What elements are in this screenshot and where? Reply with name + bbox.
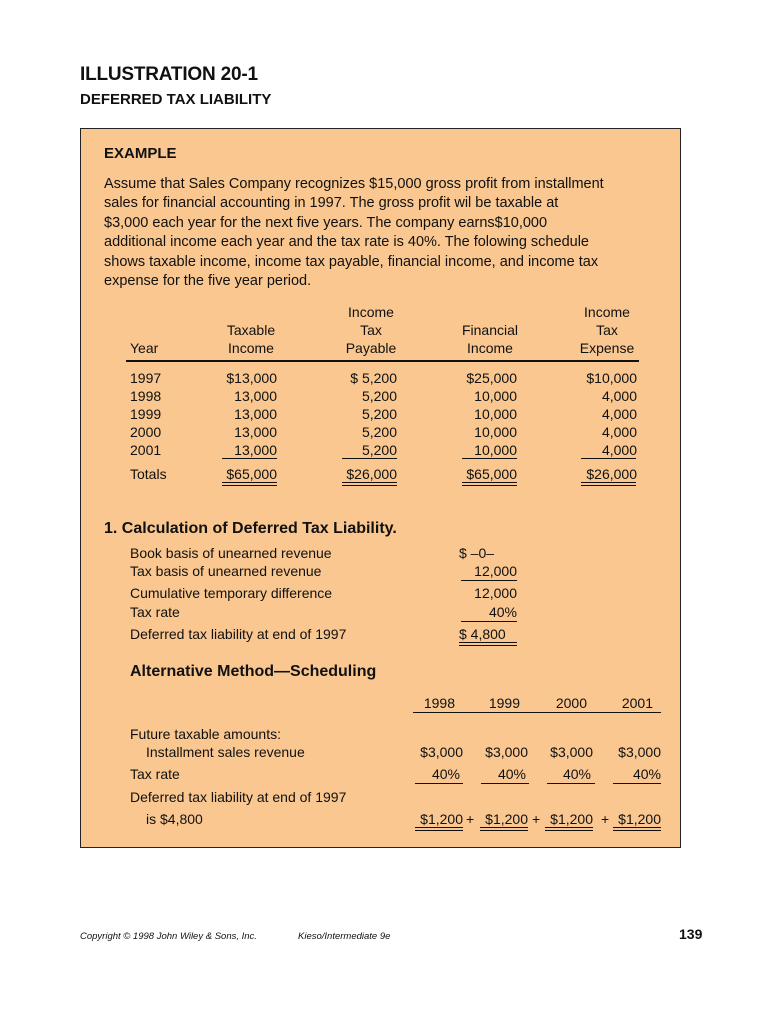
alt-rate-label: Tax rate — [130, 766, 180, 782]
alt-installment-label: Installment sales revenue — [146, 744, 305, 760]
alternative-heading: Alternative Method—Scheduling — [130, 663, 377, 680]
row-financial: $25,000 — [466, 370, 517, 386]
alt-dtl-double-rule — [613, 830, 661, 831]
header-financial: Income — [467, 340, 513, 356]
total-expense: $26,000 — [586, 466, 637, 482]
double-rule — [222, 482, 277, 483]
double-rule — [222, 485, 277, 486]
row-year: 2000 — [130, 424, 162, 440]
double-rule — [462, 485, 517, 486]
alt-dtl-value: $1,200 — [618, 811, 661, 827]
alt-dtl-label: is $4,800 — [146, 811, 203, 827]
alt-dtl-double-rule — [415, 830, 463, 831]
footer-book: Kieso/Intermediate 9e — [298, 931, 391, 942]
alt-installment-value: $3,000 — [485, 744, 528, 760]
calc-double-rule — [459, 642, 517, 643]
calc-label: Book basis of unearned revenue — [130, 545, 332, 561]
total-taxable: $65,000 — [226, 466, 277, 482]
alt-year: 2001 — [621, 695, 653, 711]
row-taxable: 13,000 — [234, 442, 277, 458]
double-rule — [462, 482, 517, 483]
alt-rate-rule — [613, 783, 661, 784]
row-payable: $ 5,200 — [350, 370, 397, 386]
illustration-subtitle: DEFERRED TAX LIABILITY — [80, 91, 272, 108]
header-expense: Expense — [579, 340, 635, 356]
alt-rate-value: 40% — [497, 766, 526, 782]
alt-installment-value: $3,000 — [618, 744, 661, 760]
calc-label: Tax rate — [130, 604, 180, 620]
header-year: Year — [130, 340, 159, 356]
footer-copyright: Copyright © 1998 John Wiley & Sons, Inc. — [80, 931, 257, 942]
alt-dtl-double-rule — [480, 827, 528, 828]
double-rule — [581, 485, 636, 486]
alt-rate-value: 40% — [431, 766, 460, 782]
row-expense: $10,000 — [586, 370, 637, 386]
row-taxable: 13,000 — [234, 406, 277, 422]
row-taxable: 13,000 — [234, 388, 277, 404]
calc-value: $ 4,800 — [459, 626, 506, 642]
alt-dtl-value: $1,200 — [485, 811, 528, 827]
calc-value: 12,000 — [474, 563, 517, 579]
alt-dtl-value: $1,200 — [550, 811, 593, 827]
row-expense: 4,000 — [601, 406, 637, 422]
page-number: 139 — [679, 926, 703, 942]
calc-double-rule — [459, 645, 517, 646]
header-payable: Income — [348, 304, 394, 320]
double-rule — [342, 482, 397, 483]
row-year: 1999 — [130, 406, 162, 422]
alt-dtl-double-rule — [545, 830, 593, 831]
alt-year-rule — [413, 712, 661, 713]
sum-rule — [581, 458, 636, 459]
calc-label: Cumulative temporary difference — [130, 585, 333, 601]
header-expense: Tax — [596, 322, 618, 338]
alt-rate-rule — [415, 783, 463, 784]
calc-label: Tax basis of unearned revenue — [130, 563, 322, 579]
alt-year: 1998 — [423, 695, 455, 711]
alt-dtl-value: $1,200 — [420, 811, 463, 827]
alt-future-label: Future taxable amounts: — [130, 726, 281, 742]
row-payable: 5,200 — [361, 442, 397, 458]
plus-sign: + — [466, 811, 475, 827]
calc-value: 12,000 — [474, 585, 517, 601]
example-line: additional income each year and the tax rate is 40%. The folowing schedule — [104, 234, 589, 251]
row-expense: 4,000 — [601, 388, 637, 404]
sum-rule — [462, 458, 517, 459]
row-year: 1998 — [130, 388, 162, 404]
total-payable: $26,000 — [346, 466, 397, 482]
row-year: 1997 — [130, 370, 162, 386]
header-taxable: Taxable — [226, 322, 276, 338]
example-paragraph — [104, 175, 676, 291]
calculation-heading: 1. Calculation of Deferred Tax Liability. — [104, 520, 397, 537]
total-financial: $65,000 — [466, 466, 517, 482]
header-financial: Financial — [461, 322, 519, 338]
alt-dtl-double-rule — [545, 827, 593, 828]
alt-rate-rule — [547, 783, 595, 784]
plus-sign: + — [601, 811, 610, 827]
plus-sign: + — [532, 811, 541, 827]
double-rule — [581, 482, 636, 483]
example-label: EXAMPLE — [104, 145, 177, 162]
alt-dtl-double-rule — [415, 827, 463, 828]
alt-dtl-double-rule — [480, 830, 528, 831]
alt-rate-rule — [481, 783, 529, 784]
header-payable: Tax — [360, 322, 382, 338]
calc-label: Deferred tax liability at end of 1997 — [130, 626, 347, 642]
header-payable: Payable — [345, 340, 397, 356]
alt-dtl-label: Deferred tax liability at end of 1997 — [130, 789, 347, 805]
alt-year: 2000 — [555, 695, 587, 711]
illustration-title: ILLUSTRATION 20-1 — [80, 64, 258, 85]
row-payable: 5,200 — [361, 388, 397, 404]
example-box — [80, 128, 681, 848]
totals-label: Totals — [130, 466, 167, 482]
double-rule — [342, 485, 397, 486]
alt-installment-value: $3,000 — [420, 744, 463, 760]
calc-rule — [461, 580, 517, 581]
row-expense: 4,000 — [601, 424, 637, 440]
row-taxable: $13,000 — [226, 370, 277, 386]
alt-rate-value: 40% — [562, 766, 591, 782]
row-expense: 4,000 — [601, 442, 637, 458]
calc-value: 40% — [488, 604, 517, 620]
header-taxable: Income — [228, 340, 274, 356]
row-financial: 10,000 — [474, 406, 517, 422]
row-year: 2001 — [130, 442, 162, 458]
example-line: Assume that Sales Company recognizes $15,000 gross profit from installment — [104, 176, 604, 192]
example-line: $3,000 each year for the next five years. The company earns$10,000 — [104, 214, 548, 231]
alt-installment-value: $3,000 — [550, 744, 593, 760]
sum-rule — [342, 458, 397, 459]
example-line: expense for the five year period. — [104, 273, 312, 290]
row-taxable: 13,000 — [234, 424, 277, 440]
calc-rule — [461, 621, 517, 622]
row-payable: 5,200 — [361, 424, 397, 440]
alt-year: 1999 — [488, 695, 520, 711]
header-expense: Income — [584, 304, 630, 320]
example-line: sales for financial accounting in 1997. The gross profit wil be taxable at — [104, 195, 559, 212]
alt-dtl-double-rule — [613, 827, 661, 828]
row-payable: 5,200 — [361, 406, 397, 422]
example-line: shows taxable income, income tax payable, financial income, and income tax — [104, 253, 599, 270]
calc-value: $ –0– — [459, 545, 495, 561]
alt-rate-value: 40% — [632, 766, 661, 782]
header-rule — [126, 360, 639, 362]
row-financial: 10,000 — [474, 442, 517, 458]
row-financial: 10,000 — [474, 424, 517, 440]
sum-rule — [222, 458, 277, 459]
row-financial: 10,000 — [474, 388, 517, 404]
